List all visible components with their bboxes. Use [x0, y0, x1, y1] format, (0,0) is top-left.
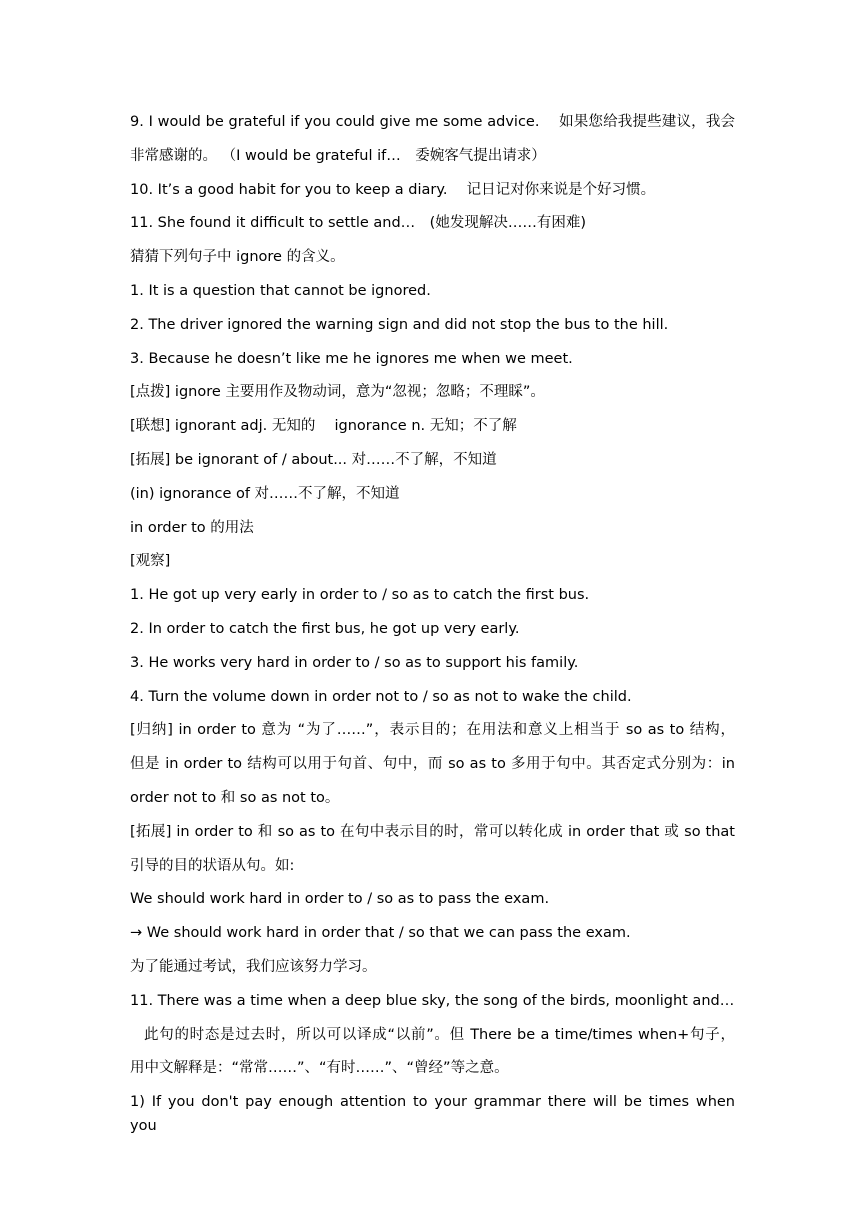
- text-line: 引导的目的状语从句。如:: [130, 857, 295, 874]
- text-line: 3. He works very hard in order to / so as to support his family.: [130, 654, 579, 671]
- text-line: 2. In order to catch the first bus, he got up very early.: [130, 620, 520, 637]
- text-line: 此句的时态是过去时，所以可以译成“以前”。但 There be a time/times when+句子，: [144, 1026, 735, 1043]
- text-line: 1) If you don't pay enough attention to your grammar there will be times when you: [130, 1094, 735, 1135]
- text-line: [联想] ignorant adj. 无知的 ignorance n. 无知；不了解: [130, 418, 517, 435]
- text-line: 非常感谢的。 （I would be grateful if… 委婉客气提出请求）: [130, 147, 546, 164]
- text-line: [拓展] be ignorant of / about... 对……不了解，不知道: [130, 451, 497, 468]
- text-line: (in) ignorance of 对……不了解，不知道: [130, 485, 400, 502]
- text-line: 4. Turn the volume down in order not to / so as not to wake the child.: [130, 688, 632, 705]
- text-line: in order to 的用法: [130, 519, 254, 536]
- text-line: → We should work hard in order that / so that we can pass the exam.: [130, 925, 631, 942]
- text-line: [点拨] ignore 主要用作及物动词，意为“忽视；忽略；不理睬”。: [130, 384, 545, 401]
- text-line: 11. She found it difficult to settle and… (她发现解决……有困难): [130, 215, 586, 232]
- text-line: We should work hard in order to / so as to pass the exam.: [130, 891, 550, 908]
- text-line: 2. The driver ignored the warning sign and did not stop the bus to the hill.: [130, 316, 669, 333]
- text-line: 3. Because he doesn’t like me he ignores me when we meet.: [130, 350, 573, 367]
- text-line: 1. He got up very early in order to / so as to catch the first bus.: [130, 587, 590, 604]
- text-line: 用中文解释是：“常常……”、“有时……”、“曾经”等之意。: [130, 1060, 509, 1077]
- text-line: order not to 和 so as not to。: [130, 789, 340, 806]
- text-line: 为了能通过考试，我们应该努力学习。: [130, 958, 377, 975]
- document-body: [130, 110, 735, 1135]
- text-line: [归纳] in order to 意为 “为了……”，表示目的；在用法和意义上相当于 so as to 结构，: [130, 722, 735, 739]
- text-line: 但是 in order to 结构可以用于句首、句中，而 so as to 多用于句中。其否定式分别为：in: [130, 756, 735, 773]
- text-line: 猜猜下列句子中 ignore 的含义。: [130, 249, 345, 266]
- text-line: 1. It is a question that cannot be ignored.: [130, 282, 431, 299]
- text-line: 11. There was a time when a deep blue sky, the song of the birds, moonlight and…: [130, 992, 735, 1009]
- text-line: 9. I would be grateful if you could give me some advice. 如果您给我提些建议，我会: [130, 114, 735, 130]
- text-line: [拓展] in order to 和 so as to 在句中表示目的时，常可以转化成 in order that 或 so that: [130, 823, 735, 840]
- text-line: 10. It’s a good habit for you to keep a diary. 记日记对你来说是个好习惯。: [130, 181, 656, 198]
- text-line: [观察]: [130, 553, 171, 570]
